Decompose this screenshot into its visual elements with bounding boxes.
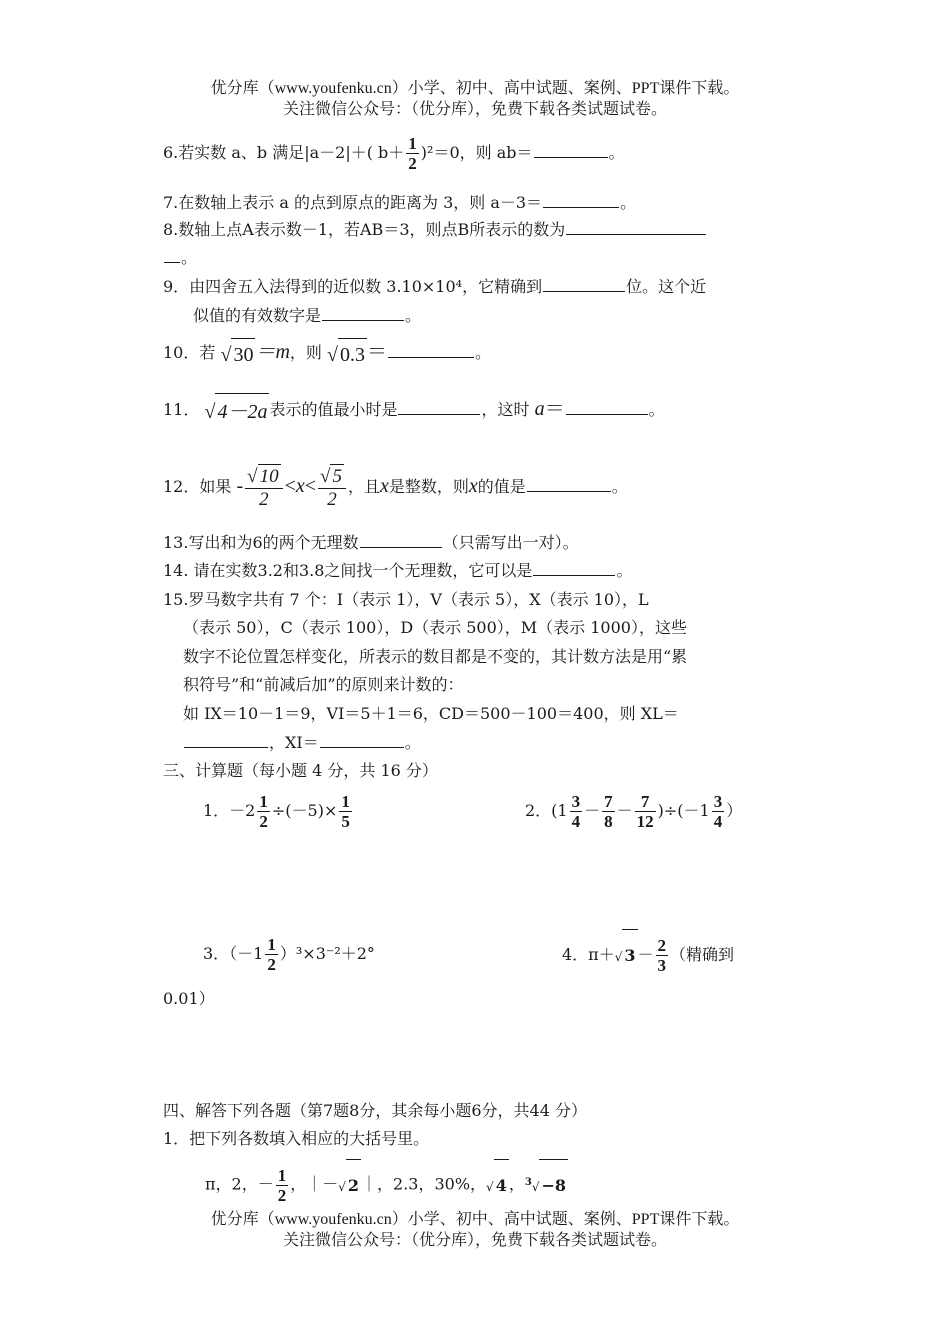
question-15-line-1: 15.罗马数字共有 7 个：I（表示 1），V（表示 5），X（表示 10），L (163, 590, 649, 609)
question-10: 10．若 √ 30 ＝m，则 √ 0.3 ＝ 。 (163, 337, 491, 370)
header-line-1: 优分库（www.youfenku.cn）小学、初中、高中试题、案例、PPT课件下载。 (210, 80, 740, 97)
fraction: $\frac{1}{2}$ (408, 134, 417, 173)
section-3-title: 三、计算题（每小题 4 分，共 16 分） (163, 761, 438, 780)
square-root: √ 5 (320, 466, 342, 487)
fraction: $\frac{1}{2}$ (259, 792, 268, 831)
section-4-question-1: 1．把下列各数填入相应的大括号里。 (163, 1129, 430, 1148)
fraction: $\frac{√ 10}{2}$ (245, 464, 282, 511)
header-line-2: 关注微信公众号：（优分库），免费下载各类试题试卷。 (282, 101, 667, 118)
question-15-line-3: 数字不论位置怎样变化，所表示的数目都是不变的，其计数方法是用“累 (183, 647, 688, 666)
answer-blank[interactable] (320, 732, 404, 748)
answer-blank[interactable] (184, 732, 268, 748)
answer-blank[interactable] (164, 247, 180, 263)
answer-blank[interactable] (533, 560, 615, 576)
answer-blank[interactable] (398, 399, 480, 415)
question-15-line-5: 如 IX＝10－1＝9，VI＝5＋1＝6，CD＝500－100＝400，则 XL＝ (183, 704, 679, 723)
footer-line-1: 优分库（www.youfenku.cn）小学、初中、高中试题、案例、PPT课件下载。 (210, 1211, 740, 1228)
calc-problem-2: 2．(1 $\frac{3}{4}$ － $\frac{7}{8}$ － $\frac{7}{12}$ )÷(－1 $\frac{3}{4}$ ） (525, 792, 743, 831)
question-12: 12．如果 - $\frac{√ 10}{2}$ <x< $\frac{√ 5}{2}$ ，且x是整数，则x的值是 。 (163, 466, 628, 510)
square-root: √ 2 (338, 1159, 361, 1212)
question-14: 14. 请在实数3.2和3.8之间找一个无理数，它可以是 。 (163, 561, 633, 580)
answer-blank[interactable] (360, 532, 442, 548)
calc-problem-4-cont: 0.01） (163, 989, 215, 1008)
footer-line-2: 关注微信公众号：（优分库），免费下载各类试题试卷。 (282, 1232, 667, 1249)
answer-blank[interactable] (527, 476, 611, 492)
cube-root: $^3$√ −8 (525, 1158, 568, 1212)
answer-blank[interactable] (566, 399, 648, 415)
question-7: 7.在数轴上表示 a 的点到原点的距离为 3，则 a－3＝ 。 (163, 193, 637, 212)
question-13: 13.写出和为6的两个无理数 （只需写出一对）。 (163, 533, 579, 552)
number-list: π，2，－ $\frac{1}{2}$ ，｜－√ 2 ｜，2.3，30%，√ 4 ，$^3$√ −8 (205, 1158, 568, 1212)
fraction: $\frac{3}{4}$ (713, 792, 723, 831)
square-root: √ 0.3 (327, 338, 367, 370)
answer-blank[interactable] (322, 305, 404, 321)
fraction: $\frac{1}{2}$ (277, 1165, 287, 1205)
fraction: $\frac{1}{2}$ (267, 935, 276, 974)
square-root: √ 30 (220, 338, 255, 370)
fraction: $\frac{√ 5}{2}$ (318, 464, 346, 511)
answer-blank[interactable] (534, 142, 608, 158)
calc-problem-4: 4．π＋√ 3 － $\frac{2}{3}$ （精确到 (562, 929, 734, 982)
fraction: $\frac{7}{8}$ (604, 792, 613, 831)
calc-problem-3: 3．（－1 $\frac{1}{2}$ ）³×3⁻²＋2° (203, 935, 375, 974)
question-9-cont: 似值的有效数字是 。 (193, 306, 422, 325)
question-15-line-4: 积符号”和“前减后加”的原则来计数的： (183, 675, 464, 694)
square-root: √ 3 (615, 929, 638, 982)
fraction: $\frac{2}{3}$ (657, 936, 667, 975)
question-8-cont: 。 (163, 247, 197, 269)
answer-blank[interactable] (388, 342, 474, 358)
answer-blank[interactable] (543, 192, 619, 208)
question-15-line-2: （表示 50），C（表示 100），D（表示 500），M（表示 1000），这些 (183, 618, 687, 637)
question-11: 11． √ 4－2a 表示的值最小时是 ，这时 a＝ 。 (163, 392, 665, 429)
answer-blank[interactable] (543, 276, 625, 292)
square-root: √ 4 (486, 1159, 509, 1212)
answer-blank[interactable] (566, 219, 706, 235)
question-8: 8.数轴上点A表示数－1，若AB＝3，则点B所表示的数为 (163, 219, 707, 241)
section-4-title: 四、解答下列各题（第7题8分，其余每小题6分，共44 分） (163, 1101, 587, 1120)
calc-problem-1: 1．－2 $\frac{1}{2}$ ÷(－5)× $\frac{1}{5}$ (203, 792, 350, 831)
question-6: 6.若实数 a、b 满足|a－2|＋( b＋ $\frac{1}{2}$ )²＝0，则 ab＝ 。 (163, 134, 625, 173)
square-root: √ 10 (247, 466, 279, 487)
question-15-line-6: ，XI＝ 。 (183, 732, 421, 754)
square-root: √ 4－2a (204, 393, 269, 429)
fraction: $\frac{1}{5}$ (341, 792, 350, 831)
fraction: $\frac{7}{12}$ (636, 792, 654, 831)
question-9: 9．由四舍五入法得到的近似数 3.10×10⁴，它精确到 位。这个近 (163, 277, 707, 296)
fraction: $\frac{3}{4}$ (571, 792, 581, 831)
